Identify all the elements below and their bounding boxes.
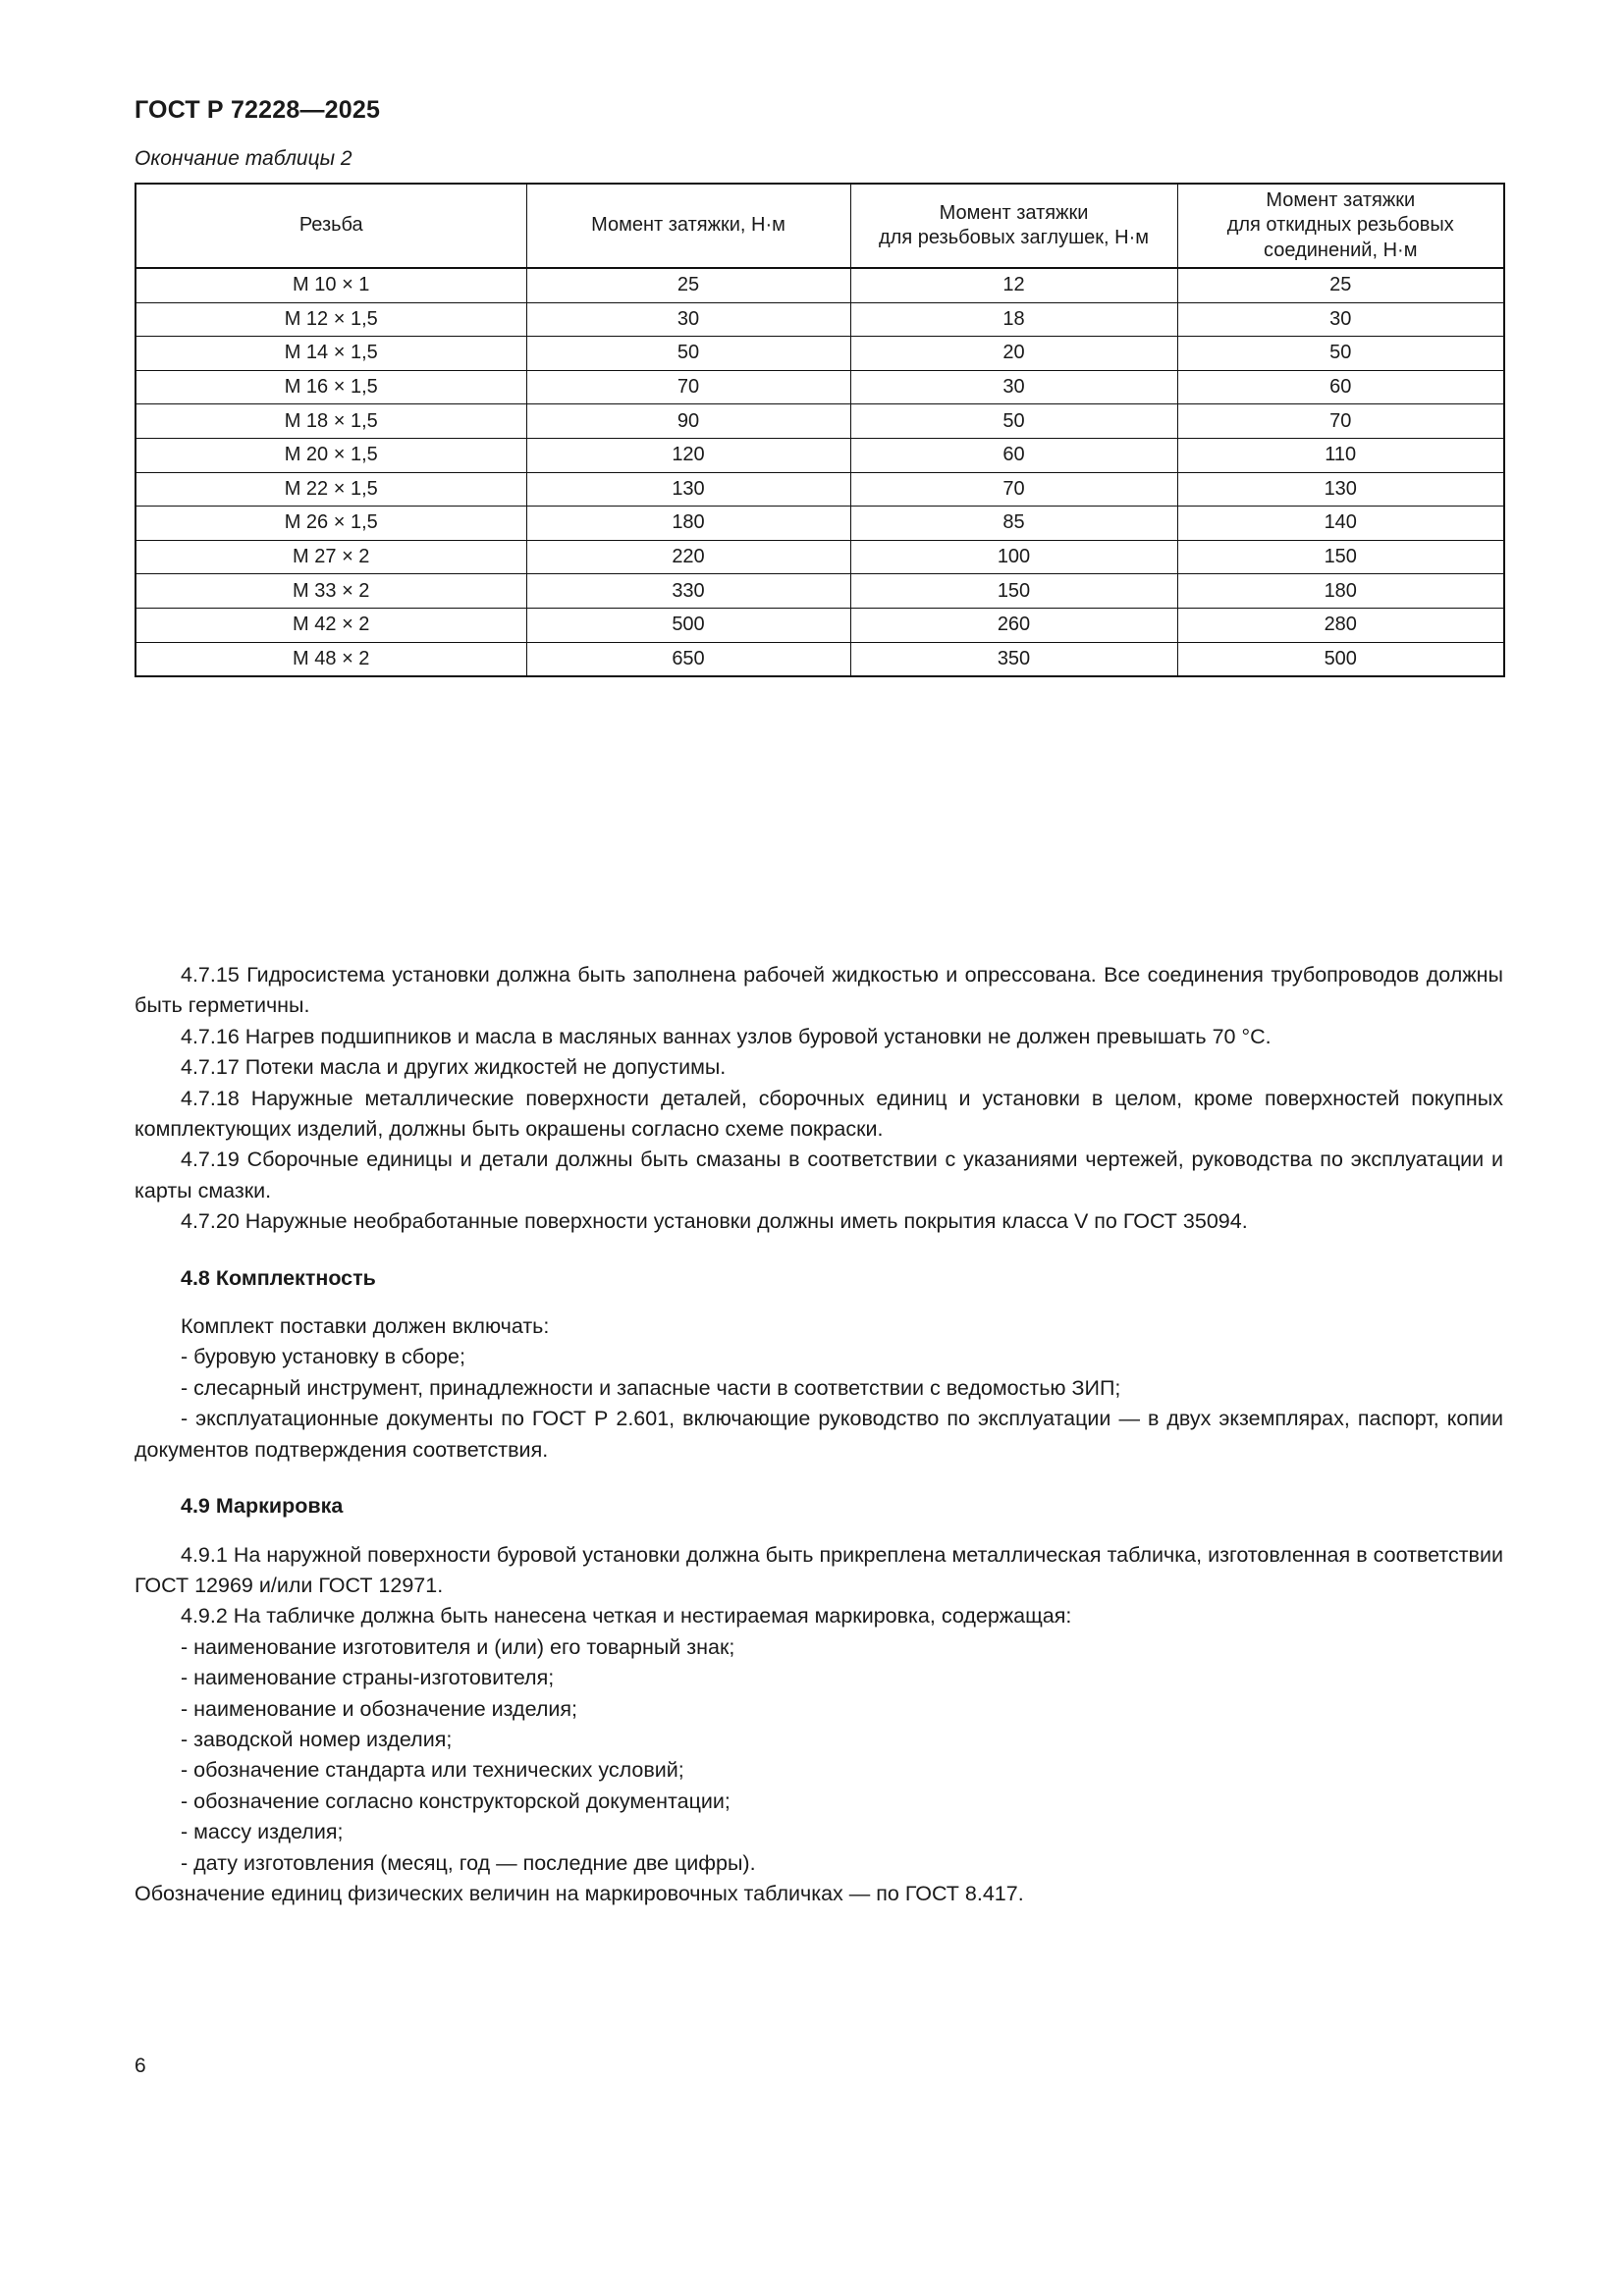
paragraph-4-9-2: 4.9.2 На табличке должна быть нанесена четкая и нестираемая маркировка, содержащая: [181, 1604, 1072, 1629]
cell-thread: M 18 × 1,5 [135, 404, 526, 439]
cell-torque: 25 [526, 268, 850, 302]
torque-table [135, 183, 1505, 677]
cell-torque-plugs: 150 [850, 574, 1177, 609]
table-row [135, 337, 1504, 371]
header-line: соединений, Н·м [1264, 239, 1418, 261]
cell-torque-hinged: 150 [1177, 540, 1504, 574]
list-item: - наименование и обозначение изделия; [181, 1696, 578, 1721]
table-row [135, 370, 1504, 404]
cell-thread: M 26 × 1,5 [135, 507, 526, 541]
cell-torque-plugs: 12 [850, 268, 1177, 302]
table-row [135, 642, 1504, 676]
table-row [135, 540, 1504, 574]
cell-torque-plugs: 50 [850, 404, 1177, 439]
table-header-row [135, 184, 1504, 268]
paragraph-4-9-1: 4.9.1 На наружной поверхности буровой установки должна быть прикреплена металлическая табличка, изготовленная в соответствии ГОСТ 12969 и/или ГОСТ 12971. [135, 1542, 1503, 1597]
cell-torque-hinged: 130 [1177, 472, 1504, 507]
body-text [135, 960, 1503, 1909]
header-line: Момент затяжки, Н·м [591, 214, 785, 237]
list-item: - эксплуатационные документы по ГОСТ Р 2.601, включающие руководство по эксплуатации — в двух экземплярах, паспорт, копии документов подтверждения соответствия. [135, 1407, 1503, 1462]
table-row [135, 268, 1504, 302]
table-row [135, 438, 1504, 472]
cell-torque: 130 [526, 472, 850, 507]
header-line: для резьбовых заглушек, Н·м [879, 227, 1149, 248]
cell-torque-hinged: 140 [1177, 507, 1504, 541]
cell-torque-plugs: 70 [850, 472, 1177, 507]
cell-torque-plugs: 18 [850, 302, 1177, 337]
cell-thread: M 14 × 1,5 [135, 337, 526, 371]
section-spacer [135, 1238, 1503, 1263]
cell-torque: 30 [526, 302, 850, 337]
cell-torque: 50 [526, 337, 850, 371]
heading-spacer [135, 1522, 1503, 1540]
paragraph-4-7-15: 4.7.15 Гидросистема установки должна быть заполнена рабочей жидкостью и опрессована. Все соединения трубопроводов должны быть герметичны. [135, 963, 1503, 1018]
cell-thread: M 27 × 2 [135, 540, 526, 574]
cell-torque-plugs: 100 [850, 540, 1177, 574]
header-line: для откидных резьбовых [1226, 214, 1454, 237]
paragraph-4-7-16: 4.7.16 Нагрев подшипников и масла в масляных ваннах узлов буровой установки не должен превышать 70 °С. [181, 1024, 1272, 1048]
table-row [135, 608, 1504, 642]
standard-header: ГОСТ Р 72228—2025 [135, 96, 381, 124]
paragraph-4-7-17: 4.7.17 Потеки масла и других жидкостей не допустимы. [181, 1055, 727, 1080]
paragraph-4-7-19: 4.7.19 Сборочные единицы и детали должны быть смазаны в соответствии с указаниями чертежей, руководства по эксплуатации и карты смазки. [135, 1148, 1503, 1202]
heading-4-9: 4.9 Маркировка [181, 1494, 344, 1519]
list-item: - буровую установку в сборе; [181, 1345, 465, 1369]
paragraph-4-8-intro: Комплект поставки должен включать: [181, 1314, 550, 1339]
cell-thread: M 33 × 2 [135, 574, 526, 609]
cell-torque: 220 [526, 540, 850, 574]
cell-torque-hinged: 180 [1177, 574, 1504, 609]
cell-thread: M 16 × 1,5 [135, 370, 526, 404]
list-item: - дату изготовления (месяц, год — последние две цифры). [181, 1850, 756, 1875]
cell-thread: M 48 × 2 [135, 642, 526, 676]
cell-torque: 500 [526, 608, 850, 642]
cell-thread: M 22 × 1,5 [135, 472, 526, 507]
cell-thread: M 12 × 1,5 [135, 302, 526, 337]
cell-torque-plugs: 260 [850, 608, 1177, 642]
cell-thread: M 20 × 1,5 [135, 438, 526, 472]
list-item: - наименование страны-изготовителя; [181, 1666, 555, 1690]
cell-torque-plugs: 350 [850, 642, 1177, 676]
paragraph-4-7-18: 4.7.18 Наружные металлические поверхности деталей, сборочных единиц и установки в целом, кроме поверхностей покупных комплектующих изделий, должны быть окрашены согласно схеме покраски. [135, 1086, 1503, 1142]
cell-torque-hinged: 50 [1177, 337, 1504, 371]
cell-torque: 120 [526, 438, 850, 472]
header-line: Резьба [298, 214, 363, 237]
cell-torque-hinged: 60 [1177, 370, 1504, 404]
header-line: Момент затяжки [1266, 189, 1416, 212]
table-row [135, 302, 1504, 337]
list-item: - обозначение стандарта или технических условий; [181, 1758, 684, 1783]
header-line: Момент затяжки [939, 201, 1089, 224]
table-row [135, 472, 1504, 507]
cell-thread: M 10 × 1 [135, 268, 526, 302]
table-header-thread [135, 184, 526, 268]
cell-torque-plugs: 60 [850, 438, 1177, 472]
heading-4-8: 4.8 Комплектность [181, 1265, 376, 1290]
cell-torque: 330 [526, 574, 850, 609]
cell-torque-hinged: 500 [1177, 642, 1504, 676]
cell-torque: 90 [526, 404, 850, 439]
paragraph-4-7-20: 4.7.20 Наружные необработанные поверхности установки должны иметь покрытия класса V по ГОСТ 35094. [181, 1209, 1248, 1234]
cell-torque-plugs: 85 [850, 507, 1177, 541]
table-row [135, 507, 1504, 541]
table-row [135, 404, 1504, 439]
paragraph-closing: Обозначение единиц физических величин на маркировочных табличках — по ГОСТ 8.417. [135, 1881, 1024, 1905]
cell-torque-hinged: 30 [1177, 302, 1504, 337]
list-item: - массу изделия; [181, 1820, 344, 1844]
cell-torque: 70 [526, 370, 850, 404]
section-spacer [135, 1466, 1503, 1491]
table-body [135, 268, 1504, 676]
page-number: 6 [135, 2055, 146, 2077]
table-header-torque-hinged [1177, 184, 1504, 268]
torque-table-wrapper [135, 183, 1503, 677]
table-caption: Окончание таблицы 2 [135, 147, 352, 170]
table-header-torque [526, 184, 850, 268]
cell-torque-plugs: 20 [850, 337, 1177, 371]
cell-torque-plugs: 30 [850, 370, 1177, 404]
cell-torque-hinged: 280 [1177, 608, 1504, 642]
cell-torque-hinged: 25 [1177, 268, 1504, 302]
table-header-torque-plugs [850, 184, 1177, 268]
list-item: - заводской номер изделия; [181, 1727, 453, 1751]
table-row [135, 574, 1504, 609]
cell-torque-hinged: 70 [1177, 404, 1504, 439]
cell-torque: 650 [526, 642, 850, 676]
list-item: - слесарный инструмент, принадлежности и запасные части в соответствии с ведомостью ЗИП; [181, 1375, 1121, 1400]
heading-spacer [135, 1294, 1503, 1311]
cell-thread: M 42 × 2 [135, 608, 526, 642]
list-item: - наименование изготовителя и (или) его товарный знак; [181, 1634, 735, 1659]
list-item: - обозначение согласно конструкторской документации; [181, 1789, 731, 1813]
cell-torque-hinged: 110 [1177, 438, 1504, 472]
cell-torque: 180 [526, 507, 850, 541]
